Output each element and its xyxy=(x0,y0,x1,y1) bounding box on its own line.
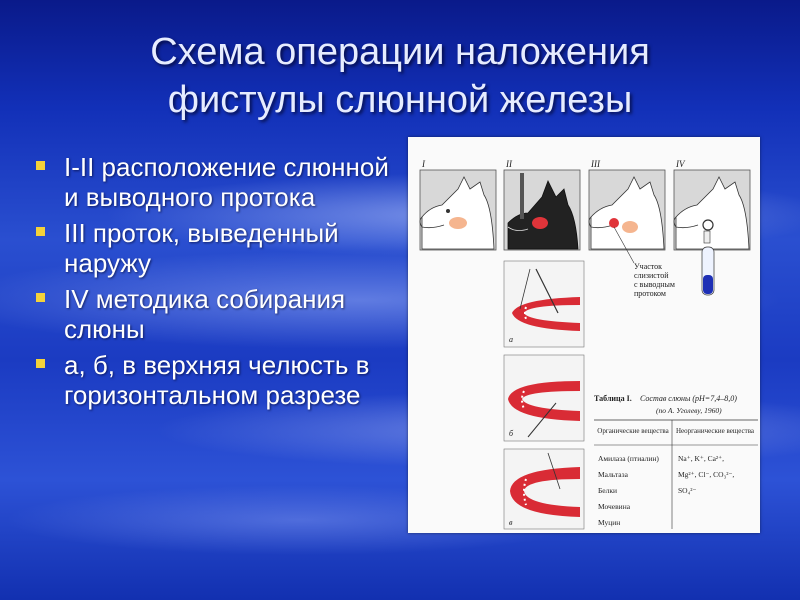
callout-text: Участок слизистой с выводным протоком xyxy=(634,262,675,298)
jaw-label-v: в xyxy=(509,518,513,527)
organic-item: Муцин xyxy=(598,518,621,527)
bullet-text: IV методика собирания слюны xyxy=(64,284,346,344)
bullet-item xyxy=(34,152,404,212)
inorganic-item: SO₄²⁻ xyxy=(678,486,697,495)
bullet-text: III проток, выведенный наружу xyxy=(64,218,339,278)
jaw-section-v xyxy=(504,449,584,529)
jaw-label-b: б xyxy=(509,429,514,438)
panel-label-1: I xyxy=(422,159,425,169)
bullet-item xyxy=(34,218,404,278)
table-header-organic: Органические вещества xyxy=(597,427,669,435)
organic-item: Мочевина xyxy=(598,502,631,511)
organic-item: Мальтаза xyxy=(598,470,628,479)
panel-label-3: III xyxy=(591,159,600,169)
bullet-text: а, б, в верхняя челюсть в горизонтальном разрезе xyxy=(64,350,370,410)
bullet-square-icon xyxy=(36,359,45,368)
bullet-square-icon xyxy=(36,293,45,302)
jaw-label-a: а xyxy=(509,335,513,344)
inorganic-item: Mg²⁺, Cl⁻, CO₃²⁻, xyxy=(678,470,735,479)
bullet-list xyxy=(34,152,404,416)
bullet-square-icon xyxy=(36,161,45,170)
surgery-figure xyxy=(408,137,760,533)
table-header-inorganic: Неорганические вещества xyxy=(675,427,755,435)
panel-4-dog-head xyxy=(674,170,750,295)
table-caption: Таблица I. xyxy=(594,394,632,403)
panel-label-4: IV xyxy=(676,159,685,169)
title-line-1: Схема операции наложения xyxy=(150,31,650,73)
inorganic-item: Na⁺, K⁺, Ca²⁺, xyxy=(678,454,724,463)
bullet-square-icon xyxy=(36,227,45,236)
figure-drawing xyxy=(408,137,760,533)
panel-2-dog-head xyxy=(504,170,580,250)
panel-3-dog-head xyxy=(589,170,665,263)
panel-1-dog-head xyxy=(420,170,496,250)
panel-label-2: II xyxy=(506,159,512,169)
bullet-item xyxy=(34,284,404,344)
bullet-text: I-II расположение слюнной и выводного протока xyxy=(64,152,389,212)
organic-item: Белки xyxy=(598,486,618,495)
saliva-table xyxy=(594,394,758,529)
jaw-section-b xyxy=(504,355,584,441)
jaw-section-a xyxy=(504,261,584,347)
organic-item: Амилаза (птиалин) xyxy=(598,454,659,463)
bullet-item xyxy=(34,350,404,410)
table-source: (по А. Уголеву, 1960) xyxy=(656,406,722,415)
slide-title xyxy=(40,28,760,124)
title-line-2: фистулы слюнной железы xyxy=(167,79,633,121)
table-caption-rest: Состав слюны (pH=7,4–8,0) xyxy=(640,394,737,403)
